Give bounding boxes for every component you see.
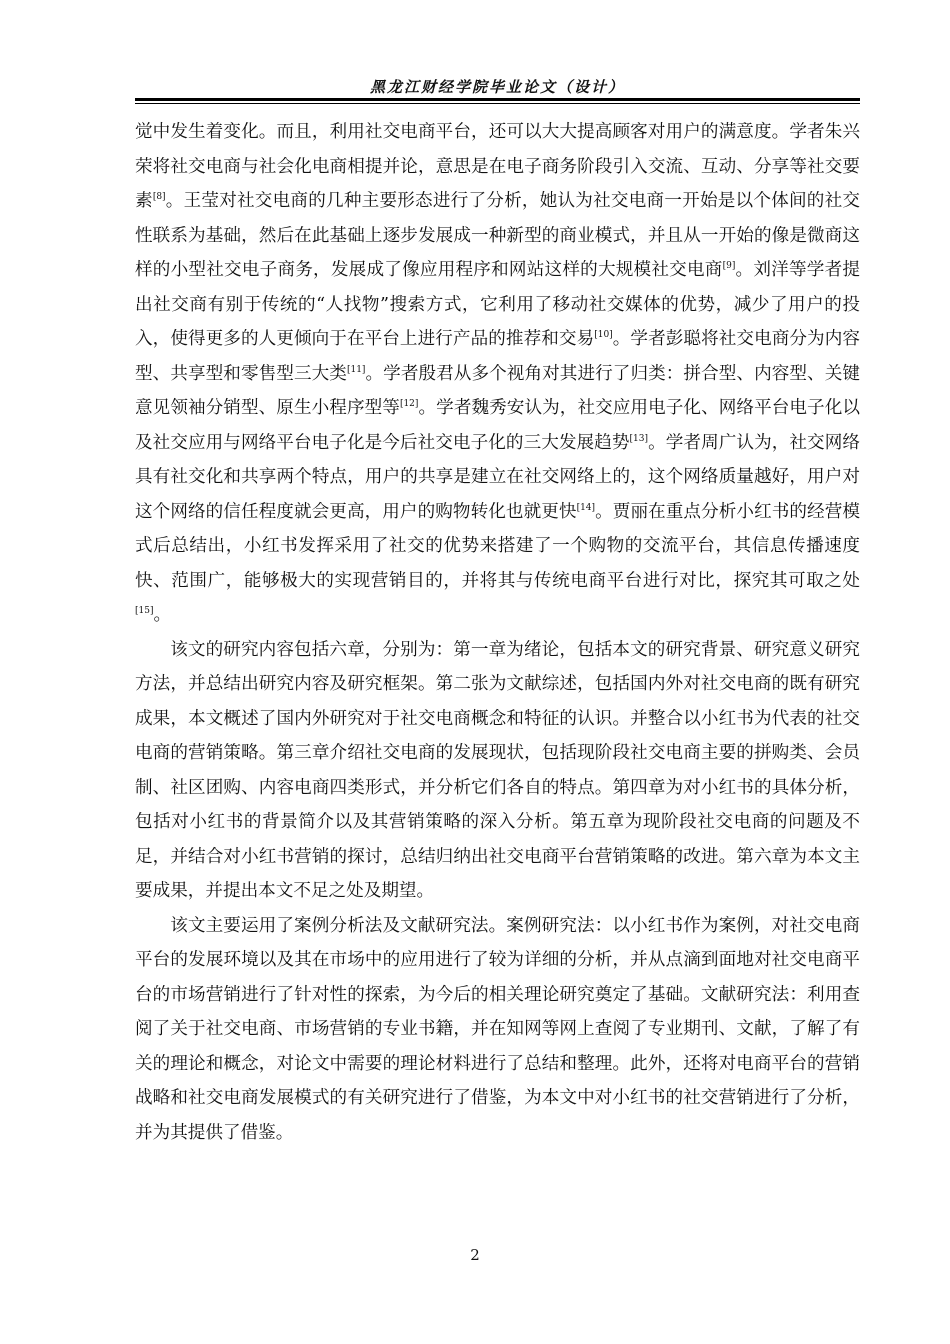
header-rule-thick <box>135 98 860 101</box>
citation-ref: [10] <box>594 330 613 341</box>
paragraph-text: 。刘洋等学者提出社交商有别于传统的“人找物”搜索方式，它利用了移动社交媒体的优势，减少了用户的投入，使得更多的人更倾向于在平台上进行产品的推荐和交易 <box>135 260 860 349</box>
paragraph-1 <box>135 115 860 633</box>
citation-ref: [11] <box>346 364 366 375</box>
paragraph-text: 。 <box>153 605 172 625</box>
paragraph-3 <box>135 909 860 1151</box>
paragraph-text: 。学者魏秀安认为，社交应用电子化、网络平台电子化以及社交应用与网络平台电子化是今后社交电子化的三大发展趋势 <box>135 398 860 453</box>
citation-ref: [8] <box>152 192 166 203</box>
paragraph-text: 。王莹对社交电商的几种主要形态进行了分析，她认为社交电商一开始是以个体间的社交性联系为基础，然后在此基础上逐步发展成一种新型的商业模式，并且从一开始的像是微商这样的小型社交电子商务，发展成了像应用程序和网站这样的大规模社交电商 <box>135 191 860 280</box>
page-number: 2 <box>470 1246 480 1264</box>
paragraph-text: 。学者周广认为，社交网络具有社交化和共享两个特点，用户的共享是建立在社交网络上的，这个网络质量越好，用户对这个网络的信任程度就会更高，用户的购物转化也就更快 <box>135 432 860 522</box>
citation-ref: [14] <box>576 502 596 513</box>
citation-ref: [12] <box>399 399 419 410</box>
body-text <box>135 115 860 1150</box>
paragraph-text: 。贾丽在重点分析小红书的经营模式后总结出，小红书发挥采用了社交的优势来搭建了一个购物的交流平台，其信息传播速度快、范围广，能够极大的实现营销目的，并将其与传统电商平台进行对比，探究其可取之处 <box>135 501 860 591</box>
citation-ref: [13] <box>629 433 649 444</box>
paragraph-text: 该文主要运用了案例分析法及文献研究法。案例研究法：以小红书作为案例，对社交电商平台的发展环境以及其在市场中的应用进行了较为详细的分析，并从点滴到面地对社交电商平台的市场营销进行了针对性的探索，为今后的相关理论研究奠定了基础。文献研究法：利用查阅了关于社交电商、市场营销的专业书籍，并在知网等网上查阅了专业期刊、文献，了解了有关的理论和概念，对论文中需要的理论材料进行了总结和整理。此外，还将对电商平台的营销战略和社交电商发展模式的有关研究进行了借鉴，为本文中对小红书的社交营销进行了分析，并为其提供了借鉴。 <box>135 915 860 1143</box>
citation-ref: [9] <box>722 261 736 272</box>
paragraph-text: 觉中发生着变化。而且，利用社交电商平台，还可以大大提高顾客对用户的满意度。学者朱兴荣将社交电商与社会化电商相提并论，意思是在电子商务阶段引入交流、互动、分享等社交要素 <box>135 122 860 211</box>
paragraph-text: 。学者彭聪将社交电商分为内容型、共享型和零售型三大类 <box>135 329 860 384</box>
header-rule-thin <box>135 103 860 104</box>
paragraph-text: 该文的研究内容包括六章，分别为：第一章为绪论，包括本文的研究背景、研究意义研究方法，并总结出研究内容及研究框架。第二张为文献综述，包括国内外对社交电商的既有研究成果，本文概述了国内外研究对于社交电商概念和特征的认识。并整合以小红书为代表的社交电商的营销策略。第三章介绍社交电商的发展现状，包括现阶段社交电商主要的拼购类、会员制、社区团购、内容电商四类形式，并分析它们各自的特点。第四章为对小红书的具体分析，包括对小红书的背景简介以及其营销策略的深入分析。第五章为现阶段社交电商的问题及不足，并结合对小红书营销的探讨，总结归纳出社交电商平台营销策略的改进。第六章为本文主要成果，并提出本文不足之处及期望。 <box>135 639 860 901</box>
page-header-title: 黑龙江财经学院毕业论文（设计） <box>369 78 625 96</box>
paragraph-text: 。学者殷君从多个视角对其进行了归类：拼合型、内容型、关键意见领袖分销型、原生小程序型等 <box>135 363 860 418</box>
paragraph-2 <box>135 633 860 909</box>
citation-ref: [15] <box>135 606 154 617</box>
